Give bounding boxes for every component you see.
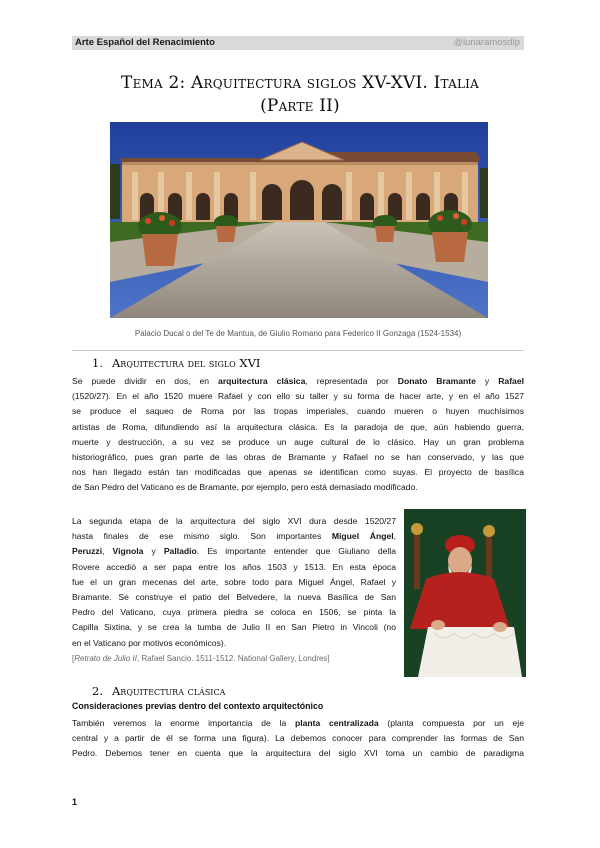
palazzo-te-photo (110, 122, 488, 318)
text-line: artistas de Roma, difundiendo así la arquitectura clásica. Es la paradoja de que, aún habiendo guerra, (72, 421, 524, 432)
text-line: Se puede dividir en dos, en arquitectura clásica, representada por Donato Bramante y Rafael (72, 376, 524, 386)
text-line: muerte y destrucción, a su vez se produce un auge cultural de lo clásico. Hay un gran problema (72, 436, 524, 447)
text-line: Capilla Sixtina, y se crea la tumba de Julio II en San Pietro in Vincoli (no (72, 622, 396, 633)
running-header (72, 36, 524, 50)
text-line: La segunda etapa de la arquitectura del siglo XVI dura desde 1520/27 (72, 516, 396, 526)
text-line: Rovere accedió a ser papa entre los años 1503 y 1513. En esta época (72, 561, 396, 572)
text-line: en el Vaticano por motivos económicos). (72, 637, 227, 648)
text-line: Pedro. Debemos tener en cuenta que la arquitectura del siglo XVI toma un cambio de paradigma (72, 748, 524, 759)
divider (72, 350, 524, 351)
text-line: nos han llegado están tan modificadas que apenas se identifican como suyas. El proyecto de basílica (72, 467, 524, 478)
text-line: También veremos la enorme importancia de la planta centralizada (planta compuesta por un eje (72, 718, 524, 728)
section1-paragraph-1 (72, 374, 524, 496)
text-line: de San Pedro del Vaticano es de Bramante, por ejemplo, pero está demasiado modificado. (72, 482, 418, 493)
text-line: Bramante. Se construye el patio del Belvedere, la nueva Basílica de San (72, 591, 396, 602)
header-course-title: Arte Español del Renacimiento (75, 37, 215, 48)
section-heading-1 (92, 356, 260, 370)
text-line: fue el un gran mecenas del arte, sobre todo para Miguel Ángel, Rafael y (72, 576, 396, 587)
figure-caption: Palacio Ducal o del Te de Mantua, de Giulio Romano para Federico II Gonzaga (1524-1534) (134, 329, 462, 338)
page-title: Tema 2: Arquitectura siglos XV-XVI. Italia (121, 73, 479, 93)
text-line: (1520/27). En el año 1520 muere Rafael y con ello su taller y su forma de hacer arte, y en el año 1527 (72, 391, 524, 402)
section-number: 1. (92, 356, 103, 370)
section-title: Arquitectura del siglo XVI (112, 356, 261, 370)
section2-paragraph-1 (72, 716, 524, 762)
text-line: Peruzzi, Vignola y Palladio. Es importante entender que Giuliano della (72, 546, 396, 557)
julius-ii-portrait (404, 509, 526, 677)
section-number: 2. (92, 684, 103, 698)
portrait-citation: [Retrato de Julio II, Rafael Sancio. 1511-1512. National Gallery, Londres] (72, 653, 330, 663)
header-author-handle: @lunaramosdlp (453, 37, 520, 48)
section-title: Arquitectura clásica (112, 684, 226, 698)
text-line: hasta finales de ese mismo siglo. Son importantes Miguel Ángel, (72, 531, 396, 542)
page-number: 1 (72, 797, 78, 807)
subsection-heading: Consideraciones previas dentro del contexto arquitectónico (72, 701, 324, 711)
text-line: central y a partir de él se forma una figura). La debemos conocer para comprender las formas de San (72, 733, 524, 744)
text-line: Pedro del Vaticano, cuya primera piedra se coloca en 1506, se pinta la (72, 607, 396, 618)
page-title-part: (Parte II) (260, 96, 340, 116)
section-heading-2 (92, 684, 225, 698)
section1-paragraph-2 (72, 514, 396, 666)
text-line: historiográfico, pues gran parte de las obras de Bramante y Rafael no se han conservado, y las que (72, 451, 524, 462)
text-line: se produce el saqueo de Roma por las tropas imperiales, cuando mueren o huyen muchísimos (72, 406, 524, 417)
